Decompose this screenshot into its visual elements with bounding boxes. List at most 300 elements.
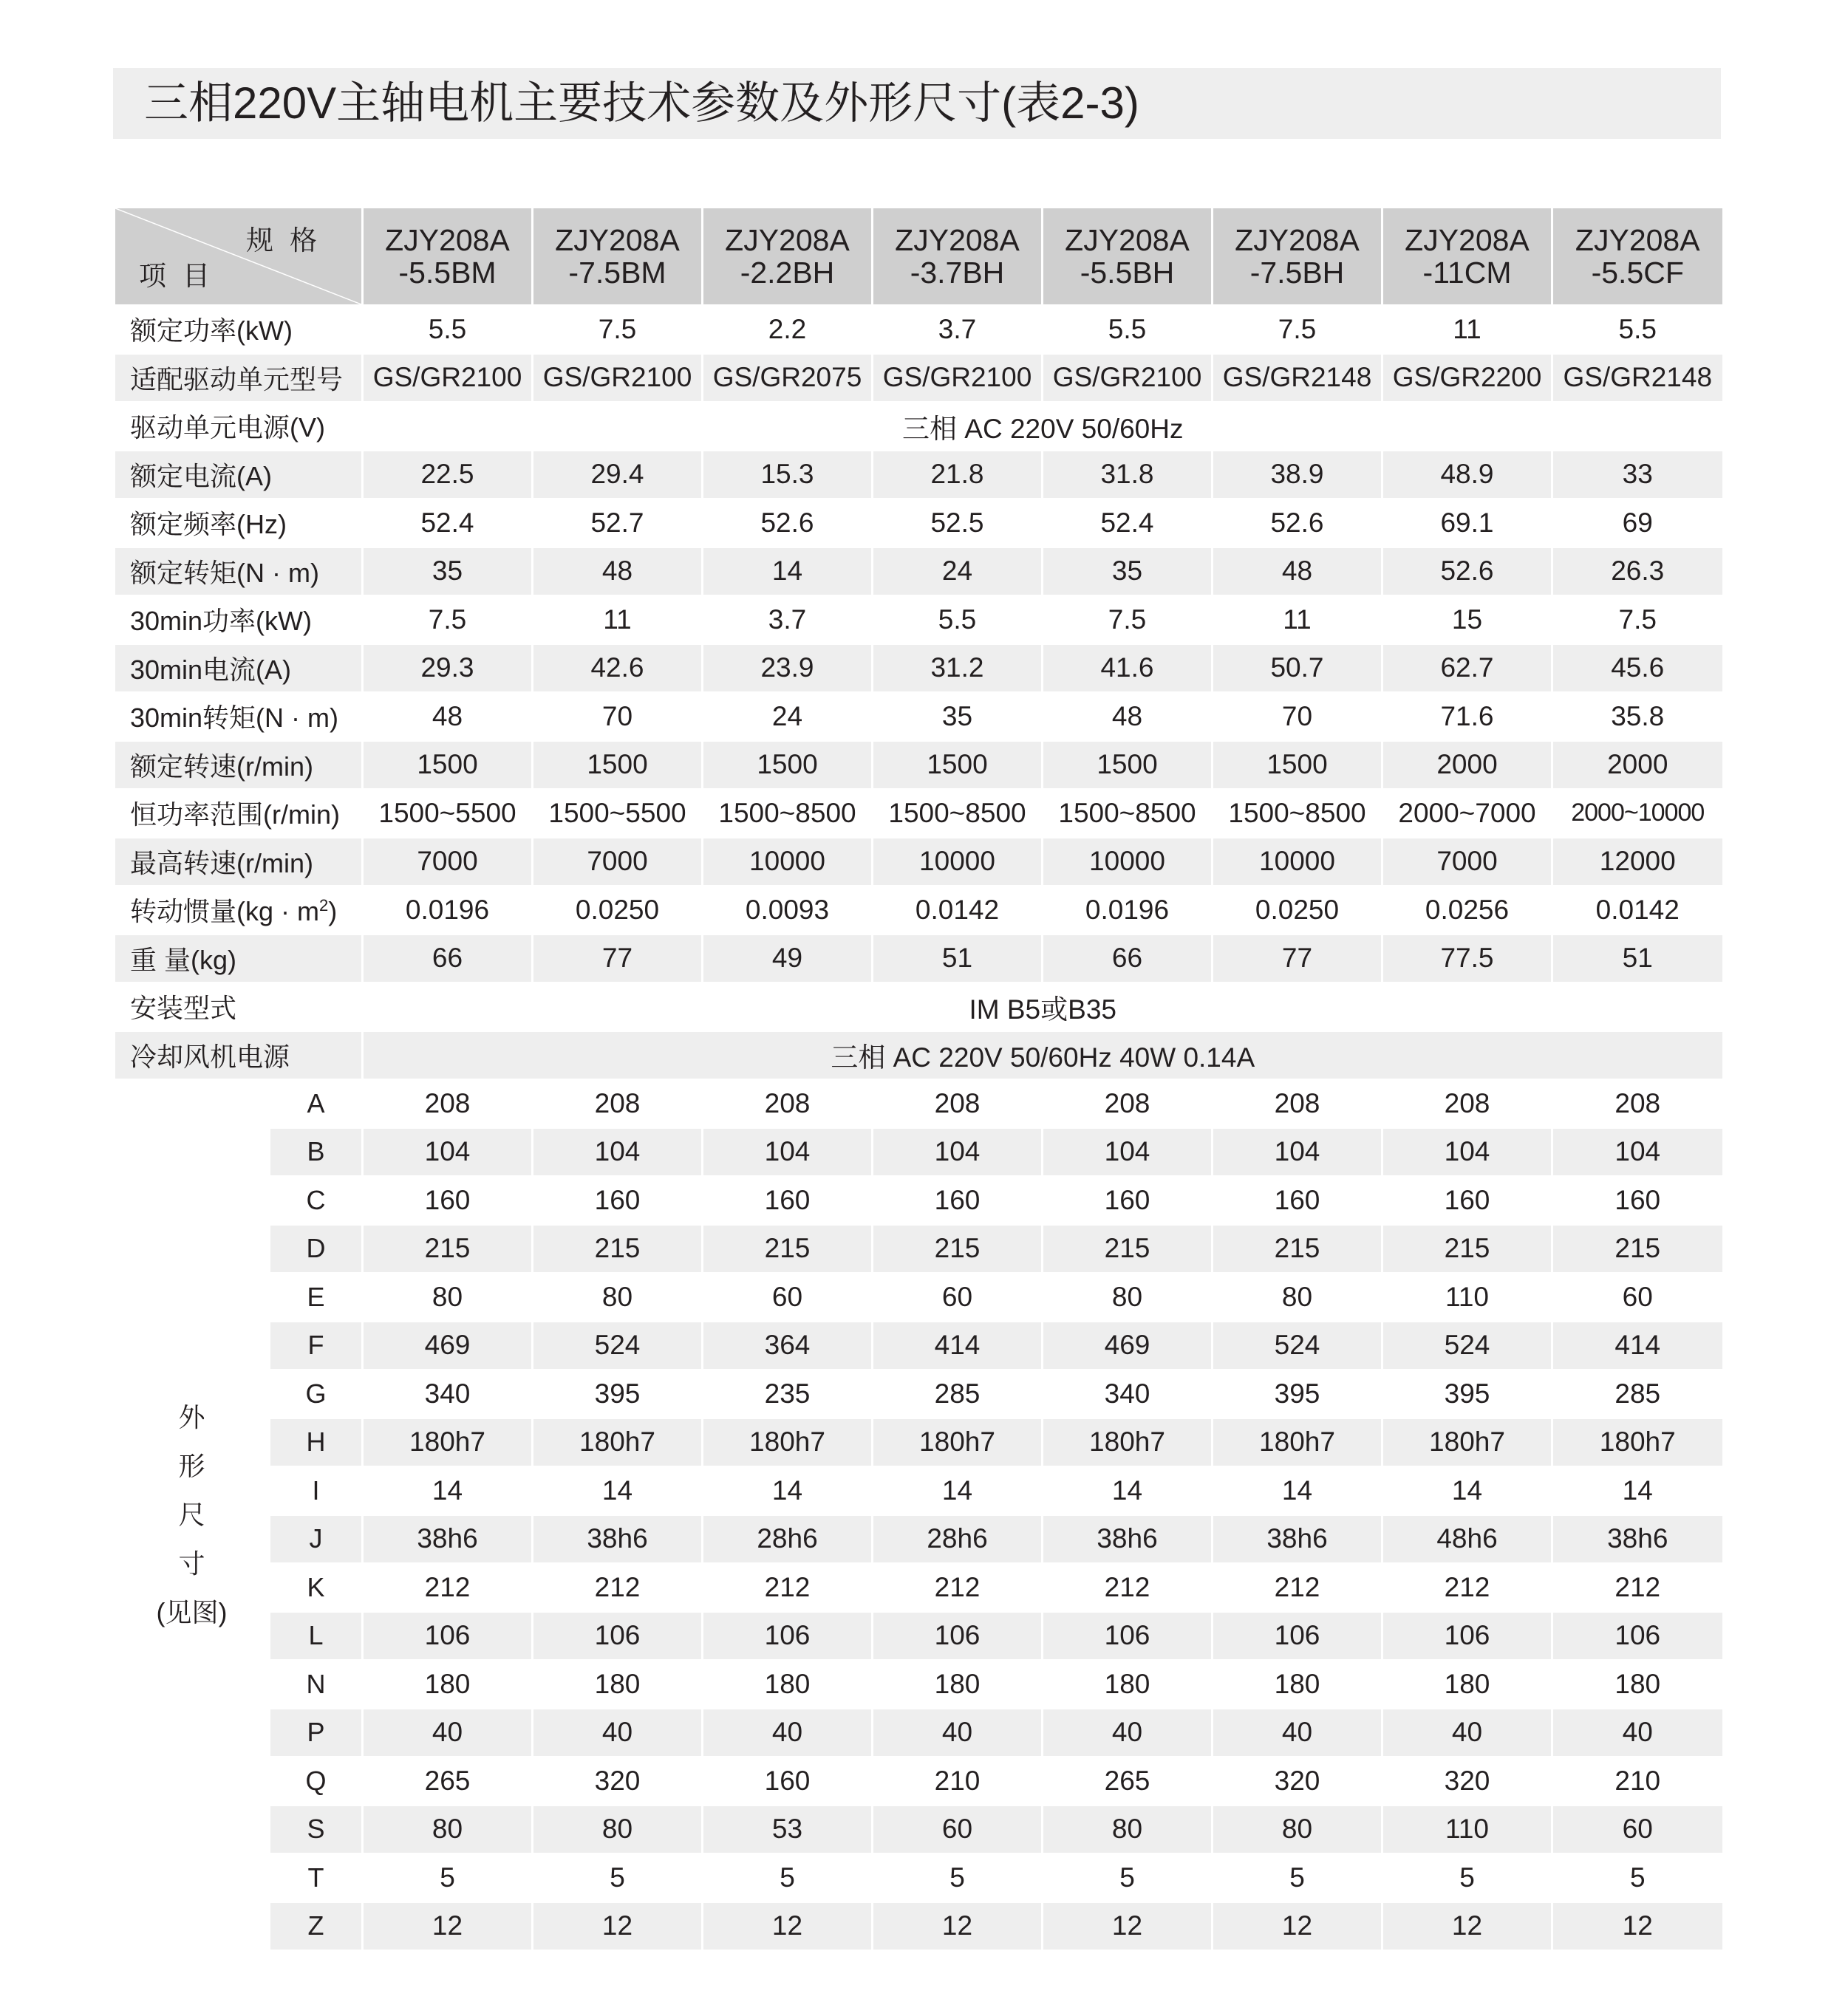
value-cell: 1500 (1213, 741, 1382, 790)
value-cell: 180h7 (873, 1418, 1043, 1467)
row-label (115, 644, 363, 693)
value-cell: 212 (363, 1563, 533, 1612)
value-cell: 14 (703, 1466, 873, 1515)
value-cell: 1500~5500 (533, 789, 703, 838)
value-cell: 38h6 (533, 1515, 703, 1564)
dimension-row (115, 1128, 1722, 1177)
value-cell: 5 (1043, 1853, 1213, 1902)
value-cell: 35 (873, 692, 1043, 741)
dimension-key: J (270, 1515, 363, 1564)
row-label-text: 恒功率范围(r/min) (130, 799, 340, 830)
value-cell: GS/GR2200 (1382, 354, 1552, 403)
value-cell: 1500~8500 (1213, 789, 1382, 838)
value-cell: 110 (1382, 1805, 1552, 1854)
row-label (115, 354, 363, 403)
dimension-group-char: 尺 (178, 1499, 205, 1530)
value-cell: 2000 (1552, 741, 1722, 790)
model-name-line: -5.5BM (398, 256, 497, 290)
value-cell: 60 (873, 1273, 1043, 1322)
value-cell: 160 (873, 1176, 1043, 1225)
dimension-row (115, 1757, 1722, 1805)
value-cell: 160 (1552, 1176, 1722, 1225)
value-cell: 45.6 (1552, 644, 1722, 693)
value-cell: 41.6 (1043, 644, 1213, 693)
value-cell: 66 (1043, 934, 1213, 983)
value-cell: 14 (703, 547, 873, 596)
value-cell: 14 (873, 1466, 1043, 1515)
value-cell: 215 (363, 1225, 533, 1274)
model-name-line: ZJY208A (385, 223, 510, 257)
value-cell: 106 (363, 1612, 533, 1661)
value-cell: 208 (363, 1079, 533, 1128)
value-cell: 235 (703, 1370, 873, 1418)
row-label (115, 499, 363, 547)
value-cell: 10000 (1213, 838, 1382, 886)
value-cell: 469 (1043, 1322, 1213, 1370)
value-cell: 180h7 (363, 1418, 533, 1467)
value-cell: 1500 (703, 741, 873, 790)
row-label-text: 驱动单元电源(V) (130, 412, 325, 443)
row-label-text: 额定频率(Hz) (130, 509, 287, 540)
value-cell: 40 (873, 1709, 1043, 1757)
value-cell: 215 (1552, 1225, 1722, 1274)
value-cell: 110 (1382, 1273, 1552, 1322)
value-cell: 40 (1043, 1709, 1213, 1757)
page-title: 三相220V主轴电机主要技术参数及外形尺寸(表2-3) (144, 78, 1139, 128)
value-cell: 212 (873, 1563, 1043, 1612)
value-cell: GS/GR2148 (1213, 354, 1382, 403)
value-cell: 52.4 (1043, 499, 1213, 547)
value-cell: GS/GR2148 (1552, 354, 1722, 403)
dimension-key: D (270, 1225, 363, 1274)
value-cell: 28h6 (703, 1515, 873, 1564)
table-row (115, 451, 1722, 499)
model-name-line: ZJY208A (1235, 223, 1360, 257)
value-cell: 28h6 (873, 1515, 1043, 1564)
value-cell: 10000 (703, 838, 873, 886)
value-cell: 160 (1043, 1176, 1213, 1225)
value-cell: 320 (533, 1757, 703, 1805)
value-cell: 10000 (873, 838, 1043, 886)
value-cell: 180 (533, 1660, 703, 1709)
value-cell: 26.3 (1552, 547, 1722, 596)
table-row (115, 499, 1722, 547)
value-cell: 180 (1213, 1660, 1382, 1709)
value-cell: 180h7 (1552, 1418, 1722, 1467)
value-cell: 215 (703, 1225, 873, 1274)
dimension-group-char: (见图) (156, 1596, 228, 1627)
merged-value-cell: 三相 AC 220V 50/60Hz 40W 0.14A (363, 1031, 1722, 1080)
value-cell: 51 (873, 934, 1043, 983)
value-cell: 340 (363, 1370, 533, 1418)
dimension-row (115, 1273, 1722, 1322)
value-cell: 38h6 (1043, 1515, 1213, 1564)
model-name-line: ZJY208A (725, 223, 850, 257)
value-cell: 212 (1043, 1563, 1213, 1612)
value-cell: 106 (533, 1612, 703, 1661)
value-cell: 212 (1382, 1563, 1552, 1612)
dimension-key: F (270, 1322, 363, 1370)
value-cell: 7.5 (1213, 305, 1382, 354)
value-cell: 2000~10000 (1552, 789, 1722, 838)
value-cell: 0.0093 (703, 886, 873, 934)
value-cell: 106 (703, 1612, 873, 1661)
value-cell: 160 (703, 1176, 873, 1225)
value-cell: 3.7 (703, 595, 873, 644)
value-cell: 10000 (1043, 838, 1213, 886)
value-cell: 0.0250 (533, 886, 703, 934)
value-cell: 265 (363, 1757, 533, 1805)
value-cell: 7000 (1382, 838, 1552, 886)
value-cell: 395 (533, 1370, 703, 1418)
value-cell: 14 (1552, 1466, 1722, 1515)
value-cell: 208 (873, 1079, 1043, 1128)
value-cell: 33 (1552, 451, 1722, 499)
value-cell: 215 (1213, 1225, 1382, 1274)
corner-item-label: 项目 (139, 261, 226, 291)
value-cell: 5 (1213, 1853, 1382, 1902)
dimension-key: I (270, 1466, 363, 1515)
row-label-text: 转动惯量(kg · m (130, 896, 319, 927)
value-cell: 71.6 (1382, 692, 1552, 741)
value-cell: 52.4 (363, 499, 533, 547)
value-cell: 208 (703, 1079, 873, 1128)
row-label-superscript: 2 (319, 896, 329, 915)
value-cell: 50.7 (1213, 644, 1382, 693)
row-label-text: 冷却风机电源 (130, 1041, 290, 1072)
value-cell: 70 (533, 692, 703, 741)
row-label (115, 547, 363, 596)
value-cell: 11 (1382, 305, 1552, 354)
value-cell: 180h7 (1213, 1418, 1382, 1467)
model-header (533, 208, 703, 305)
value-cell: 14 (533, 1466, 703, 1515)
model-name-line: ZJY208A (1065, 223, 1190, 257)
dimension-row (115, 1466, 1722, 1515)
value-cell: 48 (1043, 692, 1213, 741)
dimension-row (115, 1902, 1722, 1950)
value-cell: 49 (703, 934, 873, 983)
value-cell: GS/GR2100 (363, 354, 533, 403)
value-cell: 69.1 (1382, 499, 1552, 547)
spec-table-body (115, 208, 1722, 1950)
value-cell: 524 (1382, 1322, 1552, 1370)
value-cell: 5.5 (363, 305, 533, 354)
dimension-key: S (270, 1805, 363, 1854)
value-cell: 212 (533, 1563, 703, 1612)
value-cell: 12 (1043, 1902, 1213, 1950)
value-cell: 21.8 (873, 451, 1043, 499)
value-cell: 210 (873, 1757, 1043, 1805)
value-cell: 22.5 (363, 451, 533, 499)
value-cell: 208 (533, 1079, 703, 1128)
value-cell: 340 (1043, 1370, 1213, 1418)
value-cell: 285 (873, 1370, 1043, 1418)
value-cell: 106 (1213, 1612, 1382, 1661)
value-cell: 2000 (1382, 741, 1552, 790)
value-cell: 80 (533, 1273, 703, 1322)
dimension-row (115, 1515, 1722, 1564)
value-cell: 7000 (533, 838, 703, 886)
merged-value-cell: 三相 AC 220V 50/60Hz (363, 402, 1722, 451)
value-cell: 160 (1213, 1176, 1382, 1225)
value-cell: 31.8 (1043, 451, 1213, 499)
value-cell: 212 (703, 1563, 873, 1612)
model-header (1043, 208, 1213, 305)
model-name-line: -11CM (1422, 256, 1512, 290)
value-cell: 35 (1043, 547, 1213, 596)
value-cell: 12 (533, 1902, 703, 1950)
value-cell: 35 (363, 547, 533, 596)
table-row (115, 644, 1722, 693)
value-cell: 215 (533, 1225, 703, 1274)
value-cell: 60 (873, 1805, 1043, 1854)
value-cell: 5 (1382, 1853, 1552, 1902)
value-cell: 12000 (1552, 838, 1722, 886)
row-label (115, 692, 363, 741)
value-cell: 1500~8500 (703, 789, 873, 838)
value-cell: 53 (703, 1805, 873, 1854)
value-cell: 12 (873, 1902, 1043, 1950)
value-cell: 48 (363, 692, 533, 741)
row-label (115, 983, 363, 1031)
dimension-key: P (270, 1709, 363, 1757)
model-name-line: ZJY208A (895, 223, 1020, 257)
table-row (115, 934, 1722, 983)
value-cell: 5 (1552, 1853, 1722, 1902)
value-cell: 160 (533, 1176, 703, 1225)
value-cell: 160 (363, 1176, 533, 1225)
value-cell: 104 (873, 1128, 1043, 1177)
value-cell: 0.0196 (363, 886, 533, 934)
value-cell: 5.5 (1043, 305, 1213, 354)
table-row (115, 1031, 1722, 1080)
value-cell: 1500 (533, 741, 703, 790)
model-name-line: ZJY208A (555, 223, 680, 257)
row-label (115, 305, 363, 354)
value-cell: 80 (1043, 1273, 1213, 1322)
value-cell: 24 (703, 692, 873, 741)
value-cell: 180 (1552, 1660, 1722, 1709)
model-name-line: -3.7BH (910, 256, 1005, 290)
value-cell: 104 (1213, 1128, 1382, 1177)
value-cell: 12 (703, 1902, 873, 1950)
value-cell: 24 (873, 547, 1043, 596)
value-cell: 52.6 (1213, 499, 1382, 547)
value-cell: 60 (703, 1273, 873, 1322)
value-cell: 38h6 (1213, 1515, 1382, 1564)
value-cell: 1500 (1043, 741, 1213, 790)
value-cell: 40 (363, 1709, 533, 1757)
dimension-key: Q (270, 1757, 363, 1805)
value-cell: 0.0256 (1382, 886, 1552, 934)
value-cell: 2.2 (703, 305, 873, 354)
value-cell: 40 (1382, 1709, 1552, 1757)
dimension-key: G (270, 1370, 363, 1418)
value-cell: 11 (1213, 595, 1382, 644)
dimension-key: B (270, 1128, 363, 1177)
row-label (115, 451, 363, 499)
dimension-key: N (270, 1660, 363, 1709)
table-row (115, 741, 1722, 790)
value-cell: 12 (363, 1902, 533, 1950)
model-header (1552, 208, 1722, 305)
dimension-row (115, 1418, 1722, 1467)
row-label-text: 重 量(kg) (130, 944, 237, 975)
value-cell: 208 (1043, 1079, 1213, 1128)
table-row (115, 692, 1722, 741)
dimension-row (115, 1563, 1722, 1612)
value-cell: 7000 (363, 838, 533, 886)
value-cell: 12 (1213, 1902, 1382, 1950)
value-cell: 12 (1382, 1902, 1552, 1950)
value-cell: 5 (703, 1853, 873, 1902)
value-cell: 80 (533, 1805, 703, 1854)
model-name-line: ZJY208A (1405, 223, 1530, 257)
row-label-text: 30min功率(kW) (130, 606, 313, 637)
value-cell: 14 (363, 1466, 533, 1515)
value-cell: GS/GR2100 (533, 354, 703, 403)
value-cell: 414 (873, 1322, 1043, 1370)
value-cell: GS/GR2100 (873, 354, 1043, 403)
row-label-text: 额定电流(A) (130, 460, 272, 491)
value-cell: 14 (1213, 1466, 1382, 1515)
dimension-row (115, 1370, 1722, 1418)
value-cell: 11 (533, 595, 703, 644)
dimension-group-char: 外 (178, 1401, 205, 1432)
merged-value-cell: IM B5或B35 (363, 983, 1722, 1031)
row-label-text: 额定转矩(N · m) (130, 557, 319, 588)
dimension-row (115, 1805, 1722, 1854)
table-row (115, 886, 1722, 934)
value-cell: 180 (1382, 1660, 1552, 1709)
value-cell: 0.0250 (1213, 886, 1382, 934)
value-cell: 106 (1552, 1612, 1722, 1661)
dimension-key: K (270, 1563, 363, 1612)
value-cell: 104 (1552, 1128, 1722, 1177)
value-cell: 1500~5500 (363, 789, 533, 838)
dimension-row (115, 1079, 1722, 1128)
model-header (873, 208, 1043, 305)
value-cell: 106 (1382, 1612, 1552, 1661)
model-header (363, 208, 533, 305)
row-label (115, 838, 363, 886)
title-bar (113, 68, 1721, 139)
value-cell: 104 (533, 1128, 703, 1177)
row-label-text: 适配驱动单元型号 (130, 363, 344, 394)
value-cell: 364 (703, 1322, 873, 1370)
row-label-text: 安装型式 (130, 993, 237, 1024)
dimension-key: A (270, 1079, 363, 1128)
value-cell: 215 (873, 1225, 1043, 1274)
row-label (115, 789, 363, 838)
value-cell: 5 (533, 1853, 703, 1902)
row-label-text: 额定转速(r/min) (130, 751, 313, 782)
value-cell: 212 (1213, 1563, 1382, 1612)
value-cell: 0.0142 (873, 886, 1043, 934)
value-cell: 5 (363, 1853, 533, 1902)
value-cell: 29.4 (533, 451, 703, 499)
value-cell: 48.9 (1382, 451, 1552, 499)
dimension-key: C (270, 1176, 363, 1225)
value-cell: 104 (703, 1128, 873, 1177)
value-cell: 1500~8500 (873, 789, 1043, 838)
value-cell: 395 (1382, 1370, 1552, 1418)
value-cell: 38h6 (363, 1515, 533, 1564)
value-cell: 5.5 (873, 595, 1043, 644)
row-label (115, 1031, 363, 1080)
dimension-key: Z (270, 1902, 363, 1950)
model-name-line: ZJY208A (1575, 223, 1700, 257)
value-cell: 52.6 (703, 499, 873, 547)
model-name-line: -7.5BH (1249, 256, 1345, 290)
value-cell: 106 (873, 1612, 1043, 1661)
value-cell: 40 (533, 1709, 703, 1757)
value-cell: 14 (1043, 1466, 1213, 1515)
value-cell: 160 (703, 1757, 873, 1805)
model-name-line: -5.5CF (1591, 256, 1684, 290)
value-cell: 180 (703, 1660, 873, 1709)
value-cell: 38h6 (1552, 1515, 1722, 1564)
value-cell: 0.0196 (1043, 886, 1213, 934)
value-cell: 14 (1382, 1466, 1552, 1515)
table-row (115, 838, 1722, 886)
value-cell: 77 (1213, 934, 1382, 983)
dimension-row (115, 1853, 1722, 1902)
table-row (115, 789, 1722, 838)
value-cell: 106 (1043, 1612, 1213, 1661)
dimension-row (115, 1612, 1722, 1661)
dimension-row (115, 1176, 1722, 1225)
value-cell: 180h7 (703, 1418, 873, 1467)
dimension-row (115, 1709, 1722, 1757)
value-cell: 38.9 (1213, 451, 1382, 499)
corner-spec-label: 规格 (246, 225, 333, 256)
value-cell: 40 (1552, 1709, 1722, 1757)
value-cell: 215 (1043, 1225, 1213, 1274)
value-cell: 62.7 (1382, 644, 1552, 693)
dimension-row (115, 1225, 1722, 1274)
table-row (115, 547, 1722, 596)
row-label (115, 595, 363, 644)
value-cell: 180h7 (533, 1418, 703, 1467)
value-cell: 48 (1213, 547, 1382, 596)
value-cell: 524 (1213, 1322, 1382, 1370)
value-cell: 48 (533, 547, 703, 596)
value-cell: 180 (873, 1660, 1043, 1709)
dimension-key: T (270, 1853, 363, 1902)
value-cell: 104 (363, 1128, 533, 1177)
value-cell: 52.5 (873, 499, 1043, 547)
table-row (115, 983, 1722, 1031)
value-cell: 2000~7000 (1382, 789, 1552, 838)
row-label-tail: ) (328, 896, 338, 927)
value-cell: 104 (1043, 1128, 1213, 1177)
value-cell: 0.0142 (1552, 886, 1722, 934)
value-cell: GS/GR2075 (703, 354, 873, 403)
value-cell: 31.2 (873, 644, 1043, 693)
value-cell: 29.3 (363, 644, 533, 693)
value-cell: 66 (363, 934, 533, 983)
value-cell: 48h6 (1382, 1515, 1552, 1564)
value-cell: 80 (1213, 1805, 1382, 1854)
dimension-group-label (115, 1079, 270, 1950)
spec-table (113, 207, 1722, 1950)
row-label (115, 934, 363, 983)
value-cell: GS/GR2100 (1043, 354, 1213, 403)
dimension-group-char: 形 (178, 1450, 205, 1481)
dimension-key: E (270, 1273, 363, 1322)
